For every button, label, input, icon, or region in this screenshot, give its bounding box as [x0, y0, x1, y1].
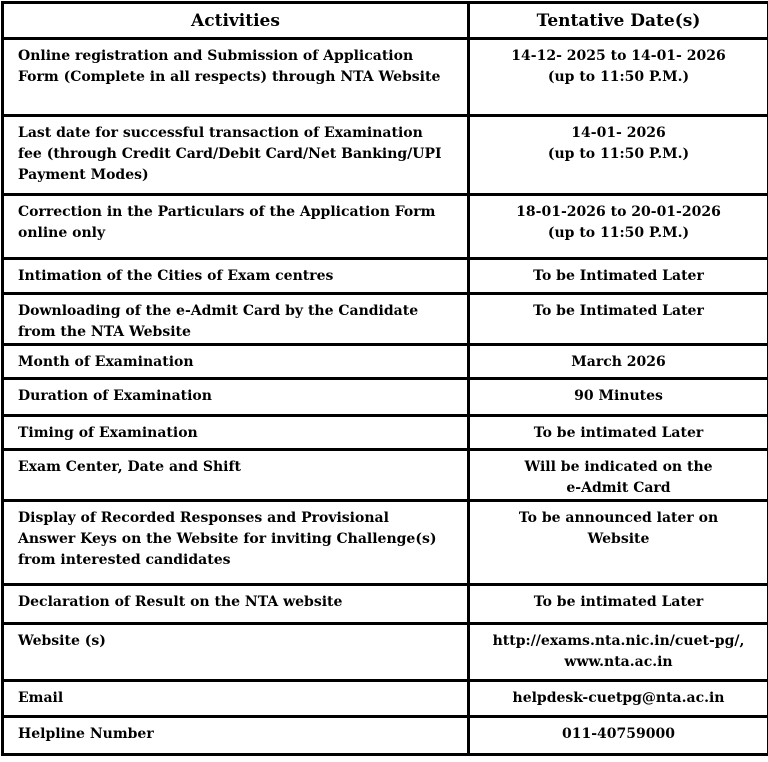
date-cell [469, 585, 768, 624]
date-text: (up to 11:50 P.M.) [478, 223, 759, 244]
date-text: 14-12- 2025 to 14-01- 2026 [478, 46, 759, 67]
table-row [3, 39, 768, 116]
date-cell [469, 379, 768, 416]
date-cell [469, 501, 768, 585]
date-cell [469, 39, 768, 116]
date-cell [469, 681, 768, 717]
activity-text: online only [18, 223, 451, 244]
activity-cell [3, 681, 469, 717]
activity-cell [3, 624, 469, 681]
table-row [3, 450, 768, 501]
date-cell [469, 294, 768, 345]
activity-text: Form (Complete in all respects) through NTA Website [18, 67, 451, 88]
activity-text: Intimation of the Cities of Exam centres [18, 266, 451, 287]
table-row [3, 379, 768, 416]
date-text: (up to 11:50 P.M.) [478, 144, 759, 165]
date-text: helpdesk-cuetpg@nta.ac.in [478, 688, 759, 709]
table-row [3, 259, 768, 294]
activities-header: Activities [3, 3, 469, 39]
activity-text: from the NTA Website [18, 322, 451, 343]
table-row [3, 624, 768, 681]
activity-cell [3, 195, 469, 259]
activity-text: Online registration and Submission of Application [18, 46, 451, 67]
activity-text: from interested candidates [18, 550, 451, 571]
activity-cell [3, 379, 469, 416]
date-text: e-Admit Card [478, 478, 759, 499]
activity-cell [3, 416, 469, 450]
activity-text: Duration of Examination [18, 386, 451, 407]
date-text: To be Intimated Later [478, 301, 759, 322]
schedule-table [1, 1, 768, 756]
activity-text: Last date for successful transaction of Examination [18, 123, 451, 144]
activity-cell [3, 116, 469, 195]
activity-cell [3, 450, 469, 501]
date-text: 18-01-2026 to 20-01-2026 [478, 202, 759, 223]
activity-text: Month of Examination [18, 352, 451, 373]
date-cell [469, 624, 768, 681]
date-cell [469, 259, 768, 294]
date-cell [469, 116, 768, 195]
table-row [3, 195, 768, 259]
date-text: (up to 11:50 P.M.) [478, 67, 759, 88]
date-text: Website [478, 529, 759, 550]
activity-cell [3, 345, 469, 379]
date-cell [469, 345, 768, 379]
date-text: 90 Minutes [478, 386, 759, 407]
table-row [3, 717, 768, 755]
date-cell [469, 450, 768, 501]
activity-text: Answer Keys on the Website for inviting Challenge(s) [18, 529, 451, 550]
activity-cell [3, 717, 469, 755]
date-text: To be intimated Later [478, 592, 759, 613]
activity-text: Correction in the Particulars of the Application Form [18, 202, 451, 223]
table-row [3, 345, 768, 379]
activity-text: Helpline Number [18, 724, 451, 745]
activity-cell [3, 294, 469, 345]
table-row [3, 116, 768, 195]
date-text: March 2026 [478, 352, 759, 373]
activity-text: Declaration of Result on the NTA website [18, 592, 451, 613]
date-text: To be intimated Later [478, 423, 759, 444]
date-text: www.nta.ac.in [478, 652, 759, 673]
activity-text: Website (s) [18, 631, 451, 652]
date-cell [469, 416, 768, 450]
activity-cell [3, 39, 469, 116]
activity-text: Downloading of the e-Admit Card by the Candidate [18, 301, 451, 322]
date-cell [469, 717, 768, 755]
date-text: Will be indicated on the [478, 457, 759, 478]
table-row [3, 294, 768, 345]
table-row [3, 681, 768, 717]
activity-text: Display of Recorded Responses and Provisional [18, 508, 451, 529]
activity-text: fee (through Credit Card/Debit Card/Net Banking/UPI [18, 144, 451, 165]
activity-text: Payment Modes) [18, 165, 451, 186]
activity-text: Timing of Examination [18, 423, 451, 444]
date-cell [469, 195, 768, 259]
date-text: 011-40759000 [478, 724, 759, 745]
activity-cell [3, 501, 469, 585]
date-text: http://exams.nta.nic.in/cuet-pg/, [478, 631, 759, 652]
header-row [3, 3, 768, 39]
date-text: To be Intimated Later [478, 266, 759, 287]
activity-text: Exam Center, Date and Shift [18, 457, 451, 478]
date-text: 14-01- 2026 [478, 123, 759, 144]
activity-text: Email [18, 688, 451, 709]
table-row [3, 501, 768, 585]
activity-cell [3, 259, 469, 294]
activity-cell [3, 585, 469, 624]
table-row [3, 416, 768, 450]
date-text: To be announced later on [478, 508, 759, 529]
dates-header: Tentative Date(s) [469, 3, 768, 39]
table-row [3, 585, 768, 624]
